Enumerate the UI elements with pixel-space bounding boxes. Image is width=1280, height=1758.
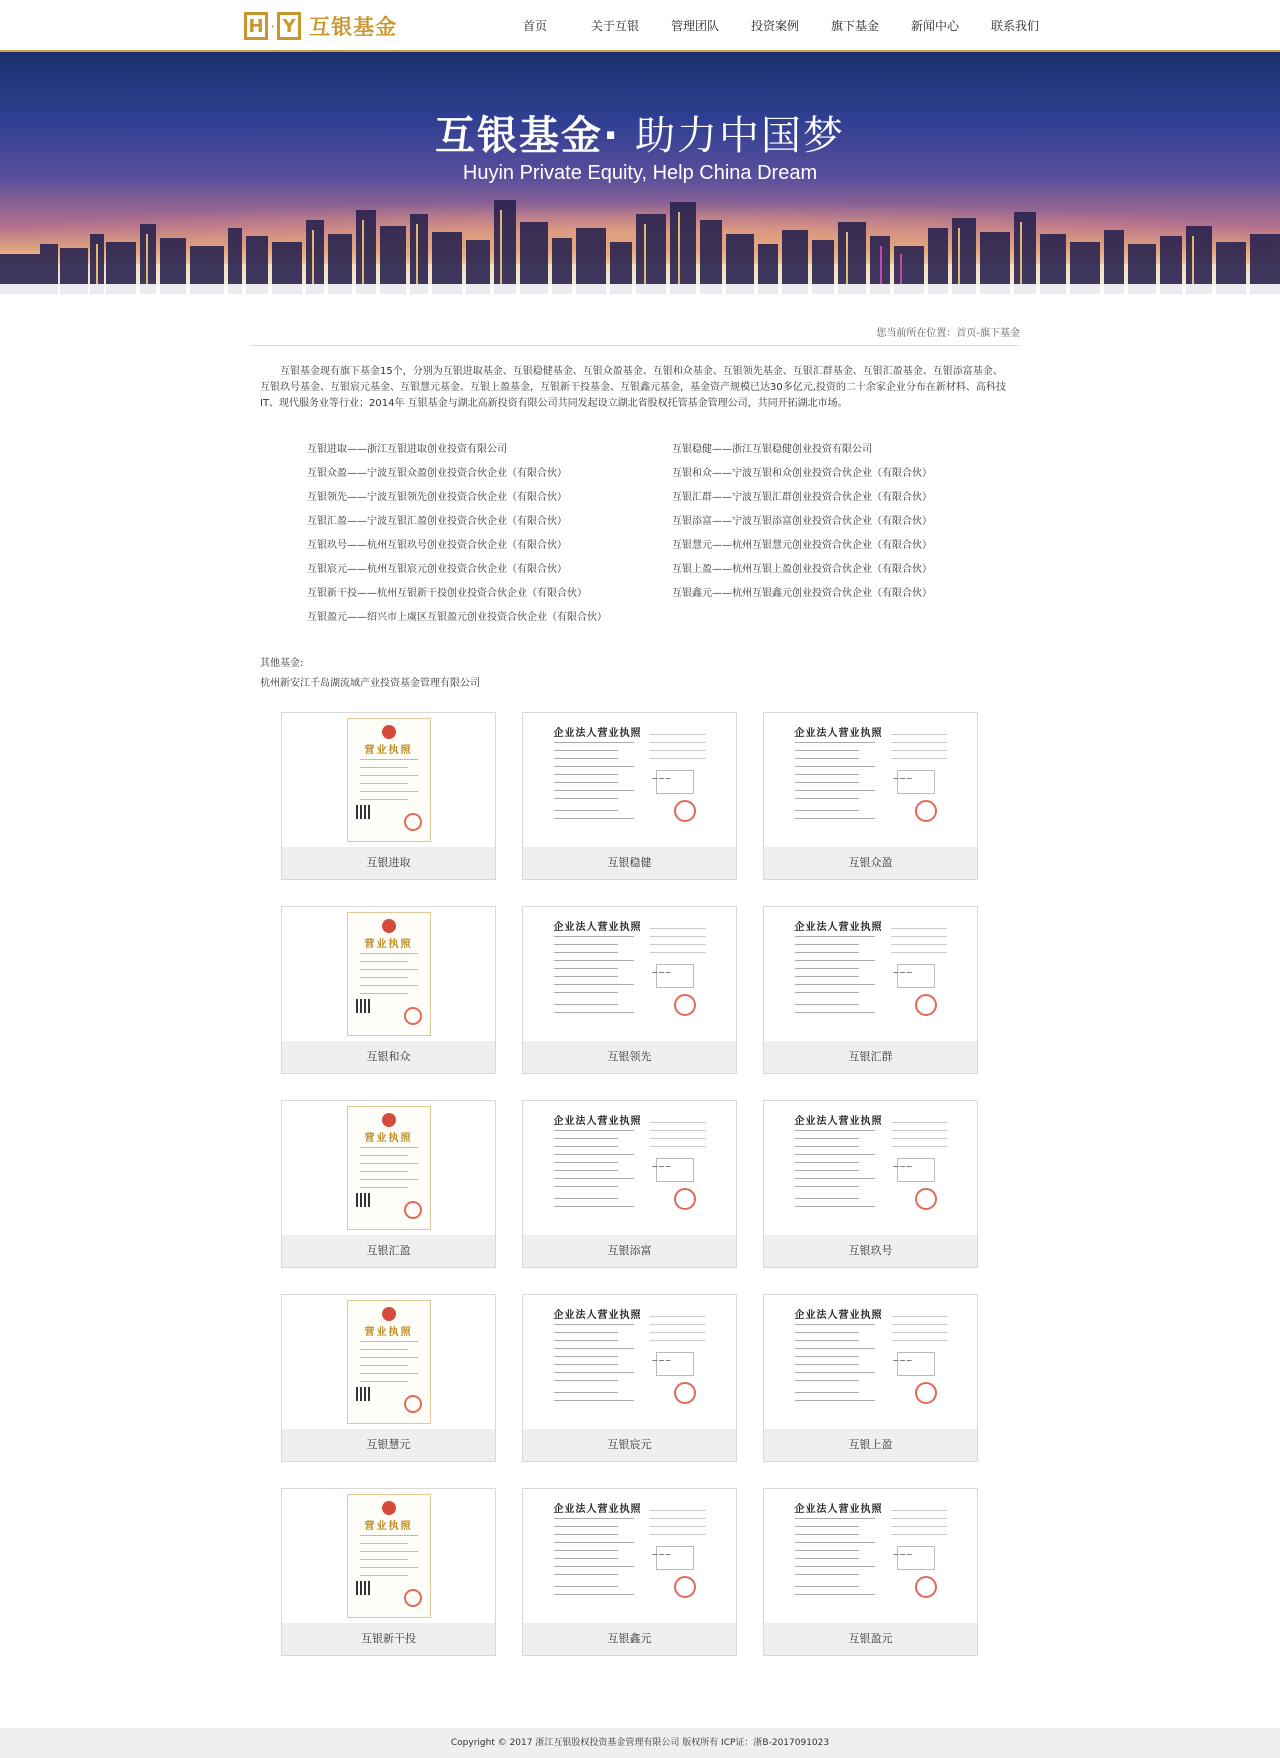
business-license-portrait — [347, 1300, 431, 1424]
logo[interactable] — [244, 11, 397, 41]
license-card[interactable] — [281, 1488, 496, 1656]
qr-code-icon — [356, 999, 370, 1013]
business-license-portrait — [347, 1106, 431, 1230]
fund-item: 互银上盈——杭州互银上盈创业投资合伙企业（有限合伙） — [672, 564, 932, 575]
hero-banner — [0, 52, 1280, 294]
national-emblem-icon — [382, 1501, 396, 1515]
banner-title: 互银基金· 助力中国梦 — [435, 113, 845, 159]
license-image — [282, 1489, 495, 1623]
nav-item-about[interactable]: 关于互银 — [590, 19, 639, 33]
seal-icon — [674, 800, 696, 822]
nav-item-funds[interactable]: 旗下基金 — [830, 19, 879, 33]
license-card-label: 互银众盈 — [764, 847, 977, 879]
seal-icon — [674, 1576, 696, 1598]
fund-item: 互银领先——宁波互银领先创业投资合伙企业（有限合伙） — [307, 492, 567, 503]
seal-icon — [915, 1576, 937, 1598]
seal-icon — [674, 1188, 696, 1210]
seal-icon — [674, 994, 696, 1016]
license-title: 企业法人营业执照 — [553, 922, 642, 933]
license-card-label: 互银汇群 — [764, 1041, 977, 1073]
logo-mark-icon: H · Y — [244, 12, 301, 40]
license-card-label: 互银鑫元 — [523, 1623, 736, 1655]
license-card[interactable] — [763, 1488, 978, 1656]
signature-mark: ~~~ — [892, 1162, 913, 1171]
business-license-landscape — [781, 1300, 961, 1424]
fund-list-right — [672, 438, 1002, 606]
license-title: 营业执照 — [364, 745, 413, 756]
license-card-label: 互银进取 — [282, 847, 495, 879]
signature-mark: ~~~ — [651, 968, 672, 977]
license-title: 企业法人营业执照 — [794, 728, 883, 739]
fund-item: 互银添富——宁波互银添富创业投资合伙企业（有限合伙） — [672, 516, 932, 527]
license-card-label: 互银新干投 — [282, 1623, 495, 1655]
license-image — [764, 713, 977, 847]
license-card[interactable] — [281, 1100, 496, 1268]
logo-text: 互银基金 — [309, 15, 398, 39]
city-skyline-image — [0, 184, 1280, 294]
license-card-label: 互银上盈 — [764, 1429, 977, 1461]
business-license-portrait — [347, 912, 431, 1036]
signature-mark: ~~~ — [651, 1162, 672, 1171]
signature-mark: ~~~ — [651, 1356, 672, 1365]
seal-icon — [915, 994, 937, 1016]
license-card-label: 互银添富 — [523, 1235, 736, 1267]
national-emblem-icon — [382, 919, 396, 933]
license-title: 企业法人营业执照 — [794, 1310, 883, 1321]
business-license-portrait — [347, 718, 431, 842]
breadcrumb: 您当前所在位置：首页-旗下基金 — [250, 324, 1020, 346]
main-nav — [495, 0, 1055, 52]
fund-item: 互银玖号——杭州互银玖号创业投资合伙企业（有限合伙） — [307, 540, 567, 551]
license-image — [764, 1295, 977, 1429]
license-card-label: 互银玖号 — [764, 1235, 977, 1267]
seal-icon — [404, 813, 422, 831]
license-image — [282, 713, 495, 847]
license-card[interactable] — [763, 1294, 978, 1462]
license-image — [764, 1101, 977, 1235]
license-title: 企业法人营业执照 — [553, 1504, 642, 1515]
national-emblem-icon — [382, 1307, 396, 1321]
license-title: 企业法人营业执照 — [553, 1116, 642, 1127]
license-card-label: 互银盈元 — [764, 1623, 977, 1655]
license-card[interactable] — [522, 1100, 737, 1268]
license-title: 企业法人营业执照 — [794, 922, 883, 933]
signature-mark: ~~~ — [892, 968, 913, 977]
license-image — [523, 1489, 736, 1623]
fund-item: 互银汇群——宁波互银汇群创业投资合伙企业（有限合伙） — [672, 492, 932, 503]
license-card[interactable] — [522, 712, 737, 880]
seal-icon — [674, 1382, 696, 1404]
license-card-label: 互银宸元 — [523, 1429, 736, 1461]
license-title: 营业执照 — [364, 1327, 413, 1338]
fund-item: 互银进取——浙江互银进取创业投资有限公司 — [307, 444, 507, 455]
license-image — [764, 907, 977, 1041]
other-funds-label: 其他基金: — [260, 658, 304, 669]
other-funds-company: 杭州新安江千岛湖流域产业投资基金管理有限公司 — [260, 678, 480, 689]
nav-item-team[interactable]: 管理团队 — [670, 19, 719, 33]
license-title: 营业执照 — [364, 1133, 413, 1144]
license-title: 营业执照 — [364, 1521, 413, 1532]
license-title: 企业法人营业执照 — [553, 728, 642, 739]
license-title: 企业法人营业执照 — [794, 1504, 883, 1515]
business-license-landscape — [540, 912, 720, 1036]
signature-mark: ~~~ — [651, 1550, 672, 1559]
qr-code-icon — [356, 1193, 370, 1207]
license-image — [282, 907, 495, 1041]
business-license-portrait — [347, 1494, 431, 1618]
national-emblem-icon — [382, 725, 396, 739]
license-card-label: 互银慧元 — [282, 1429, 495, 1461]
seal-icon — [915, 800, 937, 822]
seal-icon — [915, 1382, 937, 1404]
other-funds — [260, 654, 480, 694]
seal-icon — [404, 1589, 422, 1607]
qr-code-icon — [356, 1581, 370, 1595]
fund-item: 互银和众——宁波互银和众创业投资合伙企业（有限合伙） — [672, 468, 932, 479]
seal-icon — [404, 1395, 422, 1413]
license-card-label: 互银领先 — [523, 1041, 736, 1073]
license-image — [523, 1295, 736, 1429]
license-card[interactable] — [763, 906, 978, 1074]
nav-item-home[interactable]: 首页 — [522, 19, 547, 33]
license-card[interactable] — [763, 712, 978, 880]
fund-list-left — [307, 438, 637, 630]
license-card-label: 互银汇盈 — [282, 1235, 495, 1267]
license-card[interactable] — [522, 1488, 737, 1656]
intro-paragraph: 互银基金现有旗下基金15个，分别为互银进取基金、互银稳健基金、互银众盈基金、互银和众基金、互银领先基金、互银汇群基金、互银汇盈基金、互银添富基金、互银玖号基金、互银宸元基金、互银慧元基金、互银上盈基金，互银新干投基金、互银鑫元基金，基金资产规模已达30多亿元,投资的二十余家企业分布在新材料、高科技IT、现代服务业等行业；2014年 互银基金与湖北高新投资有限公司共同发起设立湖北省股权托管基金管理公司，共同开拓湖北市场。 — [260, 366, 1006, 409]
license-card[interactable] — [522, 1294, 737, 1462]
fund-item: 互银新干投——杭州互银新干投创业投资合伙企业（有限合伙） — [307, 588, 587, 599]
fund-item: 互银稳健——浙江互银稳健创业投资有限公司 — [672, 444, 872, 455]
license-image — [282, 1101, 495, 1235]
banner-subtitle: Huyin Private Equity, Help China Dream — [462, 162, 818, 184]
qr-code-icon — [356, 1387, 370, 1401]
fund-item: 互银宸元——杭州互银宸元创业投资合伙企业（有限合伙） — [307, 564, 567, 575]
signature-mark: ~~~ — [892, 1550, 913, 1559]
license-image — [523, 907, 736, 1041]
fund-item: 互银众盈——宁波互银众盈创业投资合伙企业（有限合伙） — [307, 468, 567, 479]
license-card[interactable] — [281, 906, 496, 1074]
fund-item: 互银慧元——杭州互银慧元创业投资合伙企业（有限合伙） — [672, 540, 932, 551]
license-title: 营业执照 — [364, 939, 413, 950]
license-card[interactable] — [281, 1294, 496, 1462]
license-image — [523, 1101, 736, 1235]
license-card-label: 互银和众 — [282, 1041, 495, 1073]
license-card[interactable] — [763, 1100, 978, 1268]
license-card-label: 互银稳健 — [523, 847, 736, 879]
business-license-landscape — [781, 1494, 961, 1618]
license-image — [282, 1295, 495, 1429]
signature-mark: ~~~ — [892, 774, 913, 783]
business-license-landscape — [781, 1106, 961, 1230]
fund-item: 互银鑫元——杭州互银鑫元创业投资合伙企业（有限合伙） — [672, 588, 932, 599]
license-card[interactable] — [522, 906, 737, 1074]
qr-code-icon — [356, 805, 370, 819]
signature-mark: ~~~ — [892, 1356, 913, 1365]
license-image — [764, 1489, 977, 1623]
footer-copyright: Copyright © 2017 浙江互银股权投资基金管理有限公司 版权所有 ICP证：浙B-2017091023 — [0, 1728, 1280, 1758]
business-license-landscape — [540, 1300, 720, 1424]
signature-mark: ~~~ — [651, 774, 672, 783]
business-license-landscape — [540, 1494, 720, 1618]
national-emblem-icon — [382, 1113, 396, 1127]
seal-icon — [404, 1201, 422, 1219]
fund-item: 互银汇盈——宁波互银汇盈创业投资合伙企业（有限合伙） — [307, 516, 567, 527]
fund-item: 互银盈元——绍兴市上虞区互银盈元创业投资合伙企业（有限合伙） — [307, 612, 607, 623]
business-license-landscape — [781, 718, 961, 842]
business-license-landscape — [540, 1106, 720, 1230]
license-title: 企业法人营业执照 — [553, 1310, 642, 1321]
seal-icon — [404, 1007, 422, 1025]
license-card[interactable] — [281, 712, 496, 880]
business-license-landscape — [540, 718, 720, 842]
business-license-landscape — [781, 912, 961, 1036]
license-title: 企业法人营业执照 — [794, 1116, 883, 1127]
nav-item-news[interactable]: 新闻中心 — [910, 19, 959, 33]
seal-icon — [915, 1188, 937, 1210]
nav-item-contact[interactable]: 联系我们 — [990, 19, 1039, 33]
site-header — [0, 0, 1280, 52]
nav-item-cases[interactable]: 投资案例 — [750, 19, 799, 33]
license-image — [523, 713, 736, 847]
